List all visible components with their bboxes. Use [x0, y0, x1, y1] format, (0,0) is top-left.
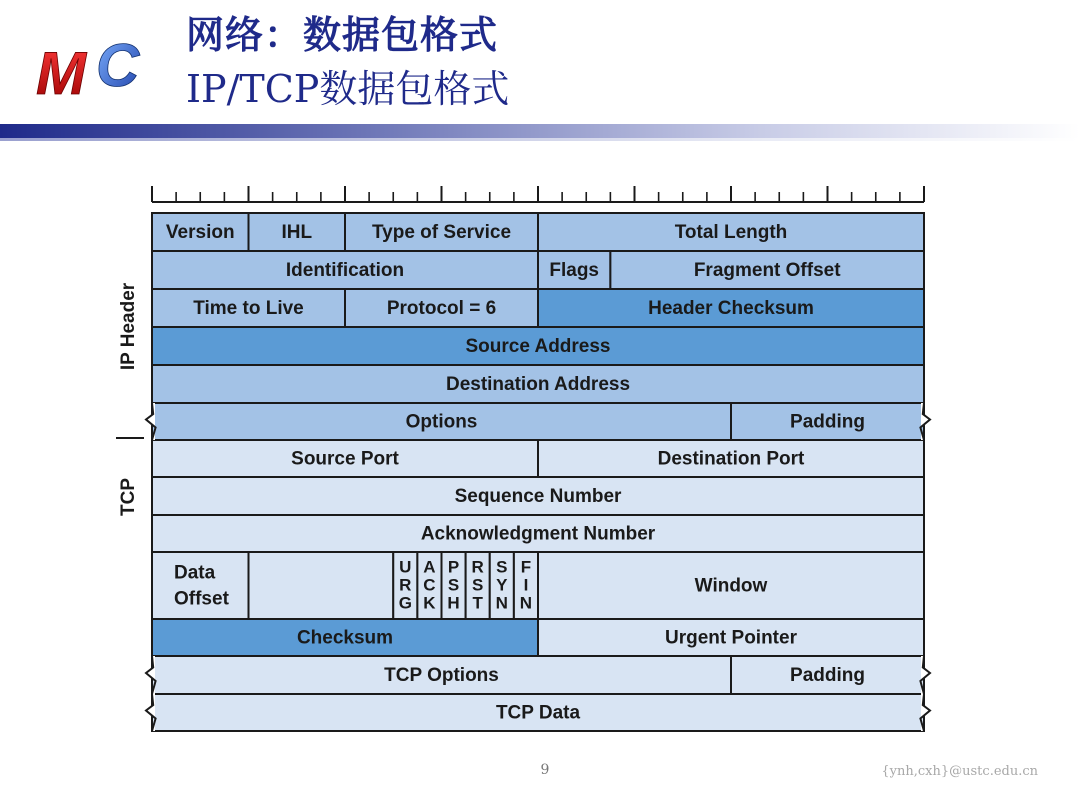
- page-number: 9: [540, 762, 550, 778]
- field-label-checksum: Checksum: [296, 627, 394, 649]
- ip-tcp-packet-diagram: [110, 178, 950, 738]
- field-label-destination-address: Destination Address: [445, 374, 631, 395]
- field-label-window: Window: [694, 575, 768, 597]
- title-divider-bar: [0, 124, 1080, 138]
- field-label-options: Options: [405, 411, 478, 433]
- field-label-type-of-service: Type of Service: [371, 222, 512, 243]
- svg-text:C: C: [96, 32, 140, 99]
- field-label-padding: Padding: [790, 665, 865, 686]
- field-label-f-i-n: I: [523, 575, 529, 595]
- field-label-r-s-t: T: [472, 593, 483, 613]
- field-label-version: Version: [165, 222, 235, 243]
- field-label-r-s-t: S: [472, 575, 484, 595]
- field-label-data-offset: Data: [174, 562, 216, 584]
- field-label-identification: Identification: [285, 260, 405, 281]
- title-divider-line: [0, 138, 1080, 141]
- slide-title-line-1: 网络：数据包格式: [186, 13, 499, 57]
- field-label-ihl: IHL: [281, 222, 313, 243]
- field-label-p-s-h: S: [447, 575, 460, 595]
- slide-title-line-2: IP/TCP数据包格式: [186, 67, 510, 111]
- tcp-side-label: TCP: [118, 478, 139, 516]
- mc-logo: [34, 28, 164, 108]
- field-label-padding: Padding: [790, 411, 865, 433]
- footer-email: {ynh,cxh}@ustc.edu.cn: [881, 764, 1038, 779]
- field-label-u-r-g: U: [399, 557, 412, 577]
- field-label-tcp-options: TCP Options: [384, 665, 499, 686]
- field-label-r-s-t: R: [471, 557, 484, 577]
- field-label-tcp-data: TCP Data: [495, 702, 581, 724]
- field-label-sequence-number: Sequence Number: [454, 486, 622, 507]
- ip-header-side-label: IP Header: [118, 282, 139, 371]
- field-label-p-s-h: P: [447, 557, 460, 577]
- field-label-total-length: Total Length: [674, 222, 788, 243]
- field-label-s-y-n: N: [495, 593, 508, 613]
- field-label-p-s-h: H: [447, 593, 460, 613]
- field-label-urgent-pointer: Urgent Pointer: [665, 627, 797, 649]
- field-label-source-address: Source Address: [465, 336, 611, 357]
- field-label-a-c-k: C: [423, 575, 436, 595]
- field-label-header-checksum: Header Checksum: [648, 298, 814, 319]
- field-label-protocol-6: Protocol = 6: [386, 298, 497, 319]
- field-label-source-port: Source Port: [291, 448, 399, 470]
- field-label-f-i-n: N: [519, 593, 533, 613]
- svg-text:M: M: [36, 40, 86, 107]
- field-label-s-y-n: S: [496, 557, 508, 577]
- field-label-data-offset: Offset: [174, 588, 229, 610]
- field-label-f-i-n: F: [520, 557, 532, 577]
- field-label-flags: Flags: [549, 260, 599, 281]
- field-label-fragment-offset: Fragment Offset: [693, 260, 841, 281]
- field-label-a-c-k: K: [423, 593, 436, 613]
- field-blank: [249, 552, 394, 619]
- field-label-a-c-k: A: [423, 557, 436, 577]
- field-label-acknowledgment-number: Acknowledgment Number: [420, 523, 656, 545]
- field-label-s-y-n: Y: [496, 575, 508, 595]
- field-label-destination-port: Destination Port: [657, 448, 805, 470]
- field-label-u-r-g: R: [399, 575, 412, 595]
- field-label-u-r-g: G: [398, 593, 412, 613]
- field-label-time-to-live: Time to Live: [193, 298, 304, 319]
